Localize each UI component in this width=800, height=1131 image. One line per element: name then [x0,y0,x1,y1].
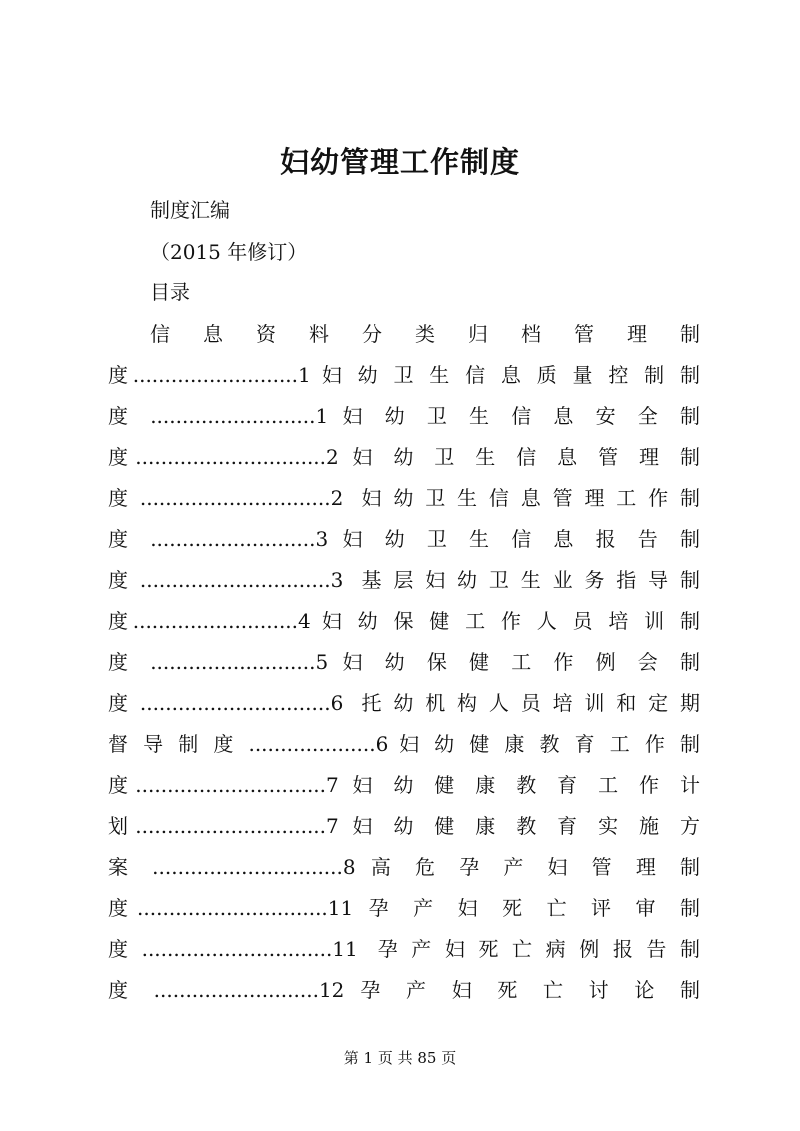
toc-line: 度 ..........................1 妇 幼 卫 生 信 息 安 全 制 [108,404,700,428]
document-title: 妇幼管理工作制度 [279,145,520,179]
table-of-contents [108,314,700,1011]
revision-note: （2015 年修订） [150,240,308,264]
toc-line: 度..............................7 妇 幼 健 康 教 育 工 作 计 [108,773,700,797]
toc-line: 度..............................3 基层妇幼卫生业务指导制 [108,568,700,592]
toc-line: 度..............................6 托幼机构人员培训和定期 [108,691,700,715]
toc-line: 案 ..............................8 高 危 孕 产 妇 管 理 制 [108,855,700,879]
contents-label: 目录 [150,280,190,304]
toc-line: 信 息 资 料 分 类 归 档 管 理 制 [150,322,700,346]
page-footer: 第 1 页 共 85 页 [343,1049,457,1067]
toc-line: 度..........................4 妇 幼 保 健 工 作 人 员 培 训 制 [108,609,700,633]
toc-line: 督 导 制 度 ....................6 妇 幼 健 康 教 育 工 作 制 [108,732,700,756]
toc-line: 度..............................2 妇 幼 卫 生 信 息 管 理 制 [108,445,700,469]
toc-line: 度..............................11 孕产妇死亡病例报告制 [108,937,700,961]
toc-line: 度 ..........................3 妇 幼 卫 生 信 息 报 告 制 [108,527,700,551]
toc-line: 度..............................11 孕 产 妇 死 亡 评 审 制 [108,896,700,920]
toc-line: 度 ..........................5 妇 幼 保 健 工 作 例 会 制 [108,650,700,674]
compilation-heading: 制度汇编 [150,198,230,222]
toc-line: 度..............................2 妇幼卫生信息管理工作制 [108,486,700,510]
toc-line: 度 ..........................12 孕 产 妇 死 亡 讨 论 制 [108,978,700,1002]
toc-line: 划..............................7 妇 幼 健 康 教 育 实 施 方 [108,814,700,838]
toc-line: 度..........................1 妇 幼 卫 生 信 息 质 量 控 制 制 [108,363,700,387]
